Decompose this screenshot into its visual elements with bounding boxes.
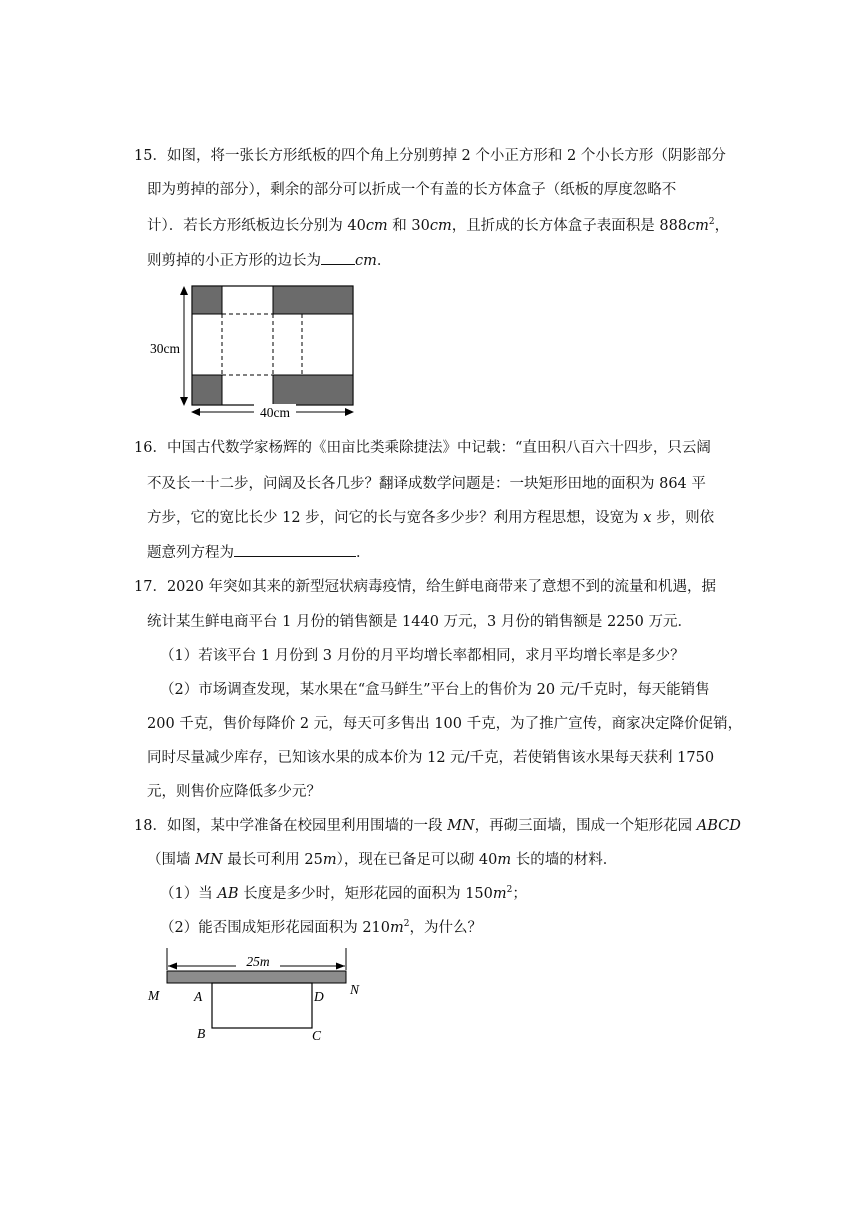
q16-line-4: 题意列方程为 ． [147,542,371,563]
q17-sub1: （1）若该平台 1 月份到 3 月份的月平均增长率都相同，求月平均增长率是多少？ [160,648,685,664]
q17-sub2-line-3: 同时尽量减少库存，已知该水果的成本价为 12 元/千克，若使销售该水果每天获利 1750 [147,750,715,766]
point-a-label: A [194,989,203,1004]
point-b-label: B [197,1026,206,1041]
height-label: 30cm [150,341,180,356]
point-n-label: N [350,982,360,997]
answer-blank [234,542,356,557]
cut-rectangle-top-right [273,286,353,314]
q16-line-1: 16．中国古代数学家杨辉的《田亩比类乘除捷法》中记载：“直田积八百六十四步，只云阔 [134,440,711,456]
arrow-right-icon [336,963,345,970]
q16-line-3: 方步，它的宽比长少 12 步，问它的长与宽各多少步？利用方程思想，设宽为 x 步，则依 [147,510,715,526]
arrow-left-icon [168,963,177,970]
q18-sub1: （1）当 AB 长度是多少时，矩形花园的面积为 $150m^2$； [160,885,527,902]
arrow-up-icon [180,286,188,295]
answer-blank [321,250,355,265]
q17-sub2-line-2: 200 千克，售价每降价 2 元，每天可多售出 100 千克，为了推广宣传，商家决定降价促销， [147,716,743,732]
q16-line-2: 不及长一十二步，问阔及长各几步？翻译成数学问题是：一块矩形田地的面积为 864 平 [147,476,706,492]
q18-line-2: （围墙 MN 最长可利用 25m），现在已备足可以砌 40m 长的墙的材料． [147,852,618,868]
cut-square-top-left [192,286,222,314]
arrow-down-icon [180,397,188,406]
q15-cardboard-figure [148,282,368,422]
q17-line-2: 统计某生鲜电商平台 1 月份的销售额是 1440 万元，3 月份的销售额是 2250 万元． [147,614,693,630]
arrow-left-icon [191,408,200,416]
q18-number: 18． [134,818,167,834]
q16-number: 16． [134,440,167,456]
wall-length-label: 25m [246,954,270,969]
q18-garden-figure [140,944,380,1048]
q15-line-2: 即为剪掉的部分），剩余的部分可以折成一个有盖的长方体盒子（纸板的厚度忽略不 [147,182,677,198]
arrow-right-icon [345,408,354,416]
q15-number: 15． [134,148,167,164]
q18-sub2: （2）能否围成矩形花园面积为 $210m^2$，为什么？ [160,919,482,936]
q15-line-3: 计）．若长方形纸板边长分别为 40cm 和 30cm，且折成的长方体盒子表面积是 $888cm^2$， [147,217,730,234]
q17-sub2-line-1: （2）市场调查发现，某水果在“盒马鲜生”平台上的售价为 20 元/千克时，每天能销售 [160,682,710,698]
cut-rectangle-bottom-right [273,375,353,405]
q18-line-1: 18．如图，某中学准备在校园里利用围墙的一段 MN，再砌三面墙，围成一个矩形花园 ABCD [134,818,741,834]
point-d-label: D [314,989,324,1004]
point-c-label: C [312,1028,322,1043]
cut-square-bottom-left [192,375,222,405]
garden-rectangle-abcd [212,983,312,1028]
q17-sub2-line-4: 元，则售价应降低多少元？ [147,784,321,800]
q15-line-4: 则剪掉的小正方形的边长为 cm． [147,250,391,271]
point-m-label: M [148,988,160,1003]
q17-number: 17． [134,579,167,595]
width-label: 40cm [260,405,290,420]
q15-line-1: 15．如图，将一张长方形纸板的四个角上分别剪掉 2 个小正方形和 2 个小长方形（阴影部分 [134,148,726,164]
q17-line-1: 17．2020 年突如其来的新型冠状病毒疫情，给生鲜电商带来了意想不到的流量和机遇，据 [134,579,716,595]
existing-wall-mn [167,971,346,983]
